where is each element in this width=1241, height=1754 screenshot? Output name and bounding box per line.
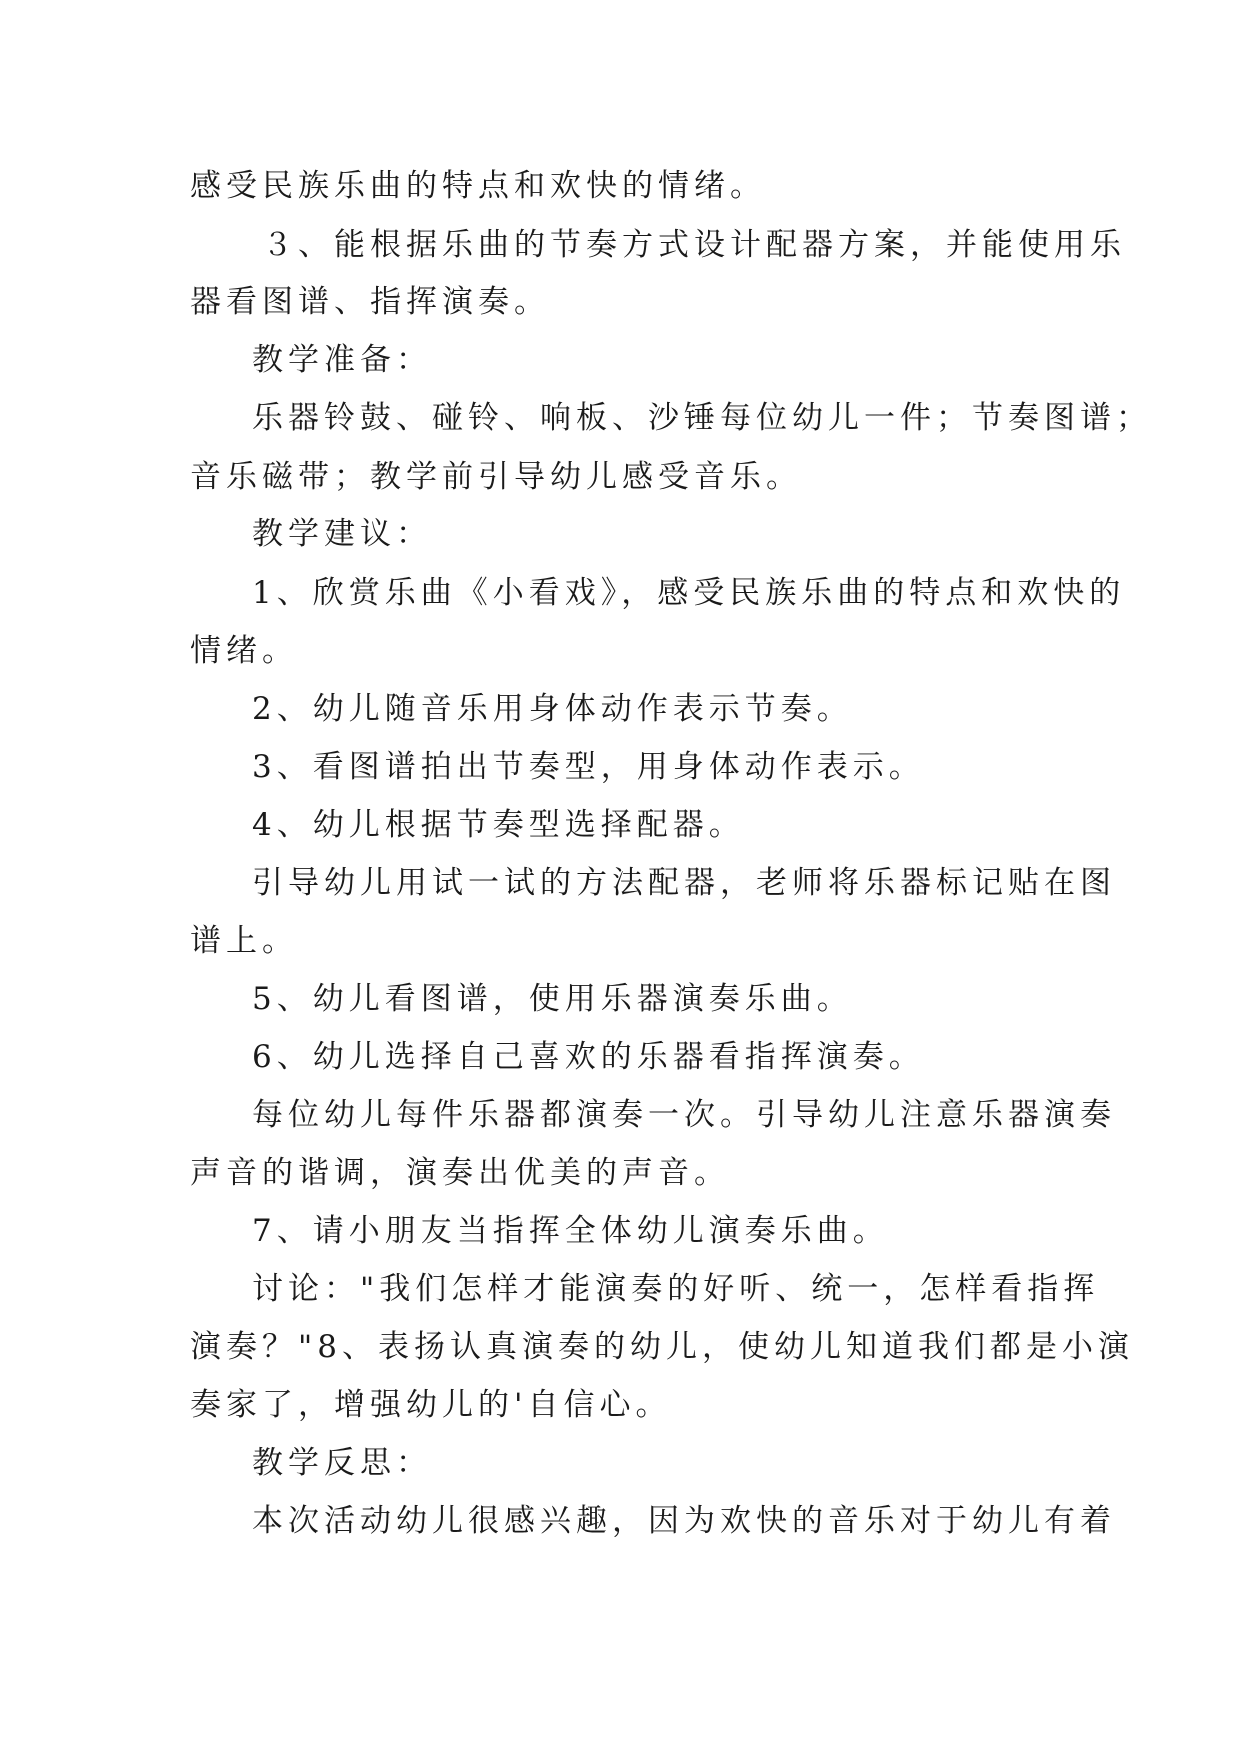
section-heading: 教学准备：	[252, 342, 432, 378]
text-line: 乐器铃鼓、碰铃、响板、沙锤每位幼儿一件；节奏图谱；	[252, 400, 1152, 436]
text-line: 器看图谱、指挥演奏。	[190, 284, 550, 320]
text-line: 3、看图谱拍出节奏型，用身体动作表示。	[252, 749, 925, 785]
text-line: 5、幼儿看图谱，使用乐器演奏乐曲。	[252, 981, 853, 1017]
text-line: ３、能根据乐曲的节奏方式设计配器方案，并能使用乐	[262, 227, 1126, 263]
text-line: 4、幼儿根据节奏型选择配器。	[252, 807, 745, 843]
text-line: 2、幼儿随音乐用身体动作表示节奏。	[252, 691, 853, 727]
section-heading: 教学建议：	[252, 516, 432, 552]
text-line: 演奏？"8、表扬认真演奏的幼儿，使幼儿知道我们都是小演	[190, 1329, 1134, 1365]
text-line: 本次活动幼儿很感兴趣，因为欢快的音乐对于幼儿有着	[252, 1503, 1116, 1539]
text-line: 每位幼儿每件乐器都演奏一次。引导幼儿注意乐器演奏	[252, 1097, 1116, 1133]
text-line: 音乐磁带；教学前引导幼儿感受音乐。	[190, 459, 802, 495]
text-line: 6、幼儿选择自己喜欢的乐器看指挥演奏。	[252, 1039, 925, 1075]
text-line: 讨论："我们怎样才能演奏的好听、统一，怎样看指挥	[252, 1271, 1100, 1307]
text-line: 声音的谐调，演奏出优美的声音。	[190, 1155, 730, 1191]
text-line: 奏家了，增强幼儿的'自信心。	[190, 1387, 672, 1423]
text-line: 感受民族乐曲的特点和欢快的情绪。	[190, 168, 766, 204]
section-heading: 教学反思：	[252, 1445, 432, 1481]
text-line: 7、请小朋友当指挥全体幼儿演奏乐曲。	[252, 1213, 889, 1249]
text-line: 谱上。	[190, 923, 298, 959]
text-line: 情绪。	[190, 633, 298, 669]
text-line: 引导幼儿用试一试的方法配器，老师将乐器标记贴在图	[252, 865, 1116, 901]
text-line: 1、欣赏乐曲《小看戏》，感受民族乐曲的特点和欢快的	[252, 575, 1126, 611]
